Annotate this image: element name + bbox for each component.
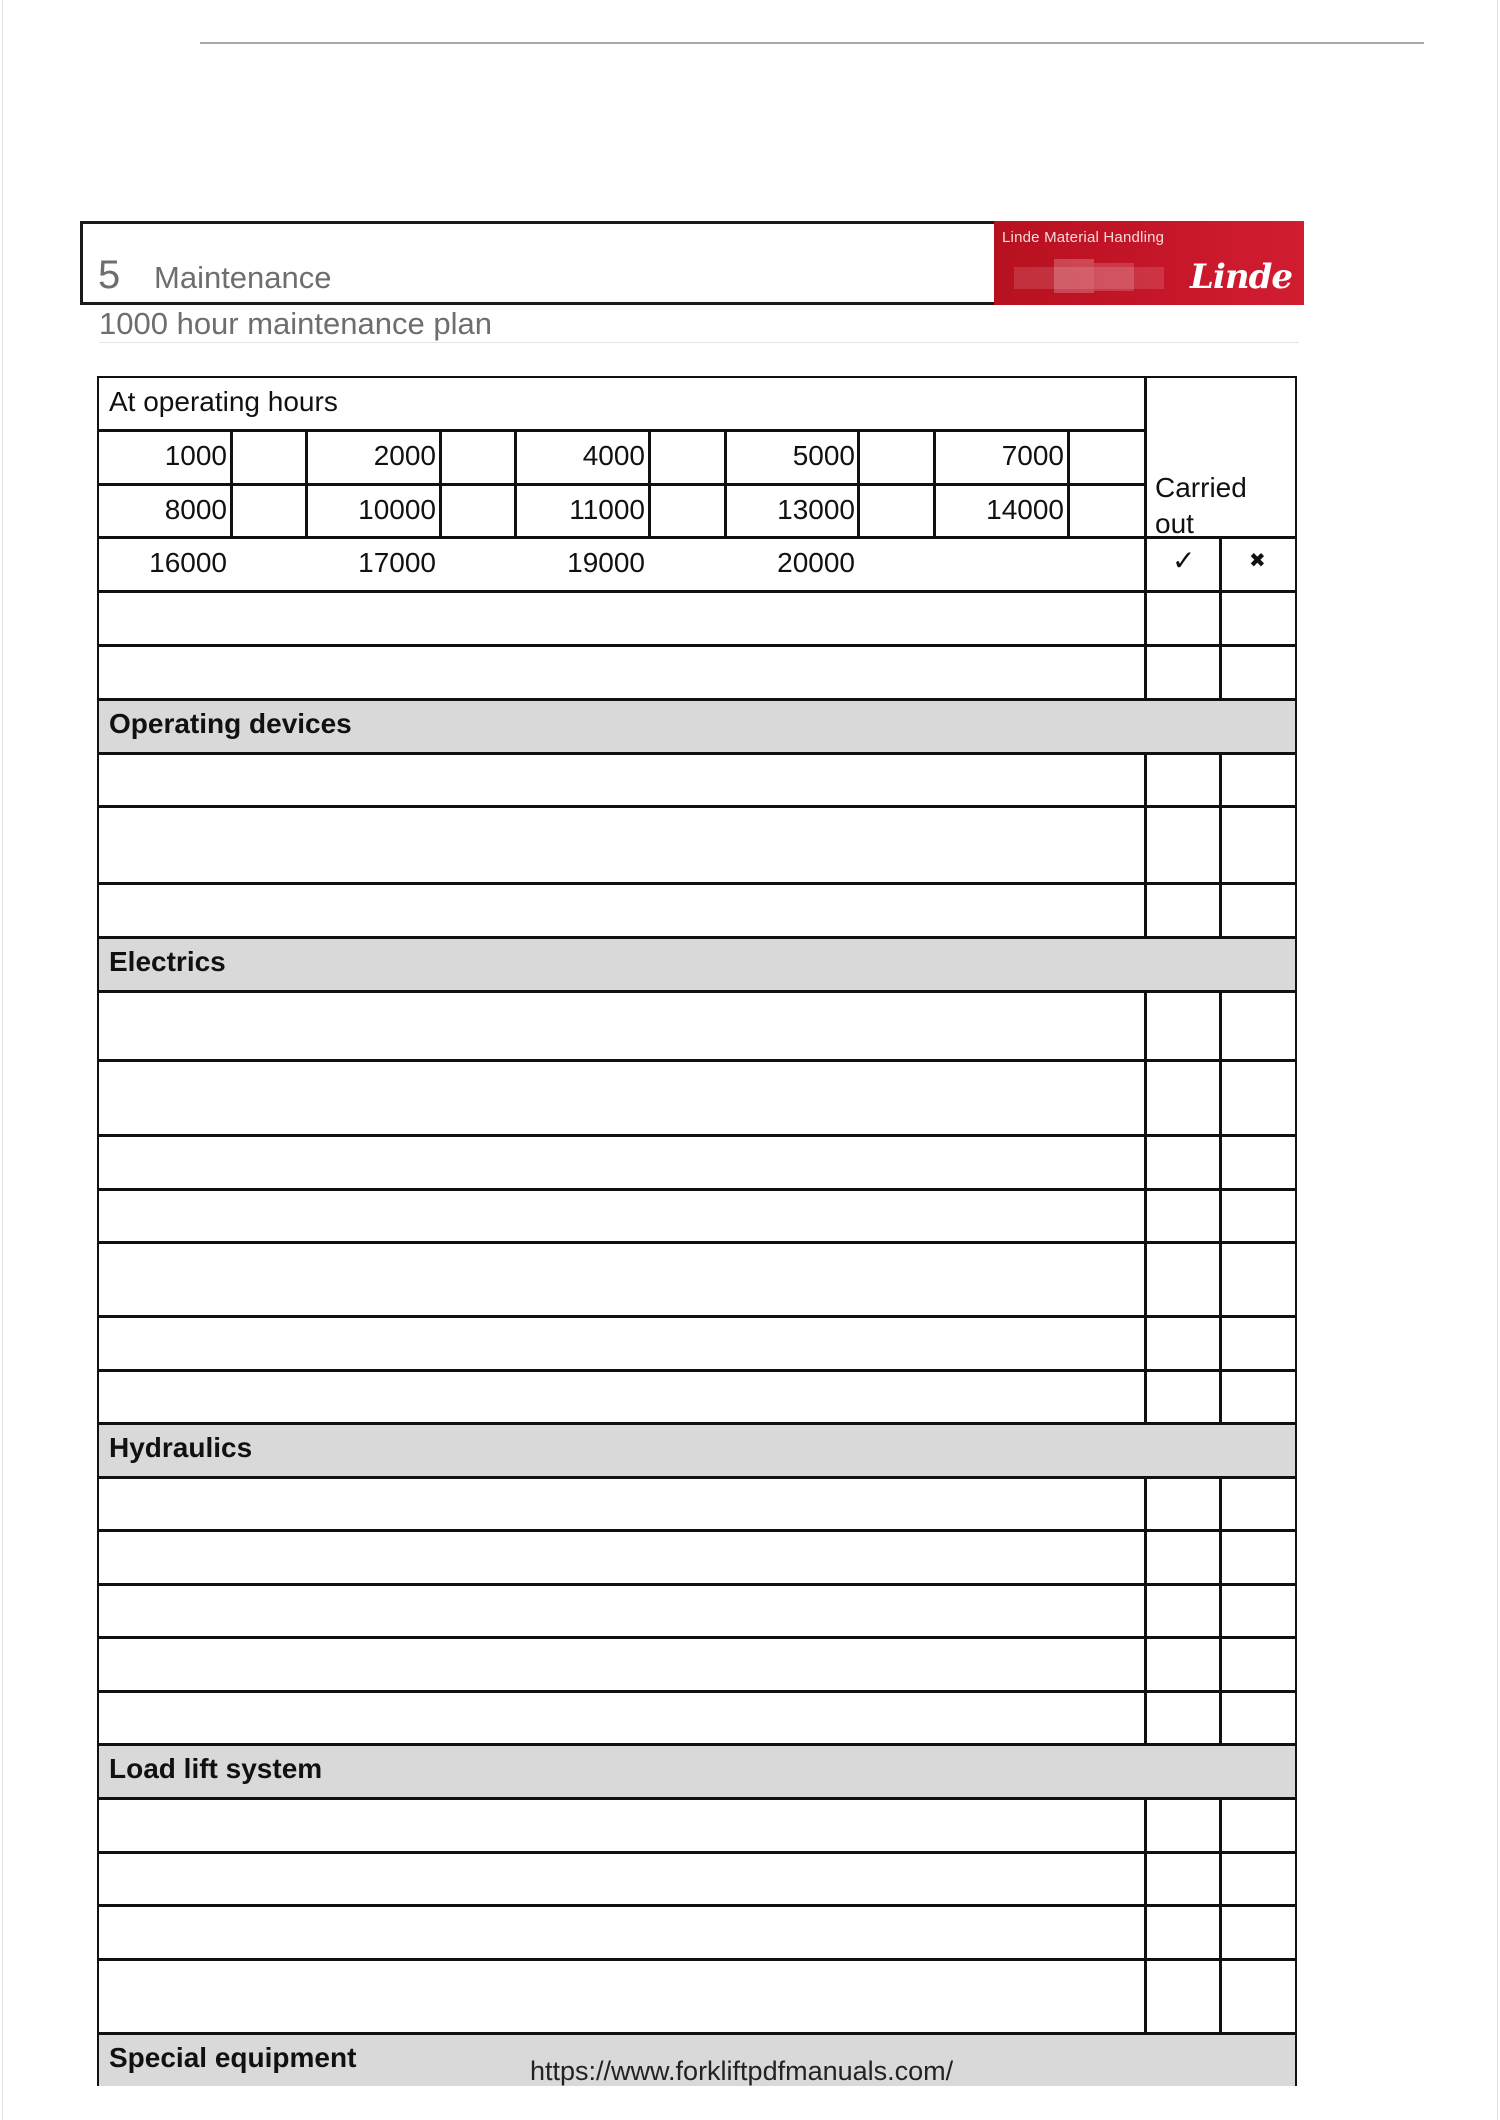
row-line <box>99 1797 1295 1800</box>
row-line <box>99 536 1295 539</box>
operating-hours-label: At operating hours <box>109 386 338 417</box>
logo-brand: Linde <box>1190 257 1292 297</box>
row-line <box>99 2032 1295 2035</box>
row-line <box>99 1636 1295 1639</box>
maintenance-table <box>97 376 1297 2086</box>
row-line <box>99 1476 1295 1479</box>
col-line <box>648 429 651 537</box>
hour-value: 16000 <box>149 547 227 578</box>
row-line <box>99 805 1295 808</box>
row-line <box>99 483 1147 486</box>
footer-url[interactable]: https://www.forkliftpdfmanuals.com/ <box>530 2056 954 2086</box>
row-line <box>99 1059 1295 1062</box>
hour-value: 20000 <box>777 547 855 578</box>
row-line <box>99 752 1295 755</box>
check-icon: ✓ <box>1172 545 1196 576</box>
cross-icon: ✖ <box>1249 550 1266 572</box>
col-line <box>1219 990 1222 1422</box>
row-line <box>99 429 1147 432</box>
row-line <box>99 882 1295 885</box>
row-line <box>99 1851 1295 1854</box>
row-line <box>99 1583 1295 1586</box>
row-line <box>99 1315 1295 1318</box>
logo-caption: Linde Material Handling <box>1002 229 1165 246</box>
col-line <box>230 429 233 537</box>
row-line <box>99 698 1295 701</box>
col-line <box>439 429 442 537</box>
section-band <box>99 1422 1295 1476</box>
col-line <box>1144 990 1147 1422</box>
row-line <box>99 1134 1295 1137</box>
col-line <box>1219 1476 1222 1743</box>
col-line <box>1144 752 1147 936</box>
carried-out-label: Carried out <box>1155 472 1247 539</box>
row-line <box>99 1904 1295 1907</box>
chapter-number: 5 <box>98 253 121 297</box>
row-line <box>99 1369 1295 1372</box>
section-hydraulics: Hydraulics <box>109 1432 253 1463</box>
section-load-lift-system: Load lift system <box>109 1753 323 1784</box>
col-line <box>1067 429 1070 537</box>
logo-decoration <box>1094 263 1134 291</box>
row-line <box>99 936 1295 939</box>
row-line <box>99 1743 1295 1746</box>
hour-value: 5000 <box>792 440 855 471</box>
col-line <box>857 429 860 537</box>
hour-value: 10000 <box>358 494 436 525</box>
row-line <box>99 644 1295 647</box>
hour-value: 4000 <box>582 440 645 471</box>
subtitle-divider <box>99 342 1299 343</box>
col-line <box>1144 1797 1147 2032</box>
row-line <box>99 1188 1295 1191</box>
row-line <box>99 1690 1295 1693</box>
section-special-equipment: Special equipment <box>109 2042 357 2073</box>
row-line <box>99 590 1295 593</box>
hour-value: 1000 <box>164 440 227 471</box>
page-subtitle: 1000 hour maintenance plan <box>99 306 492 341</box>
hour-value: 14000 <box>986 494 1064 525</box>
hour-value: 19000 <box>567 547 645 578</box>
col-line <box>1219 536 1222 698</box>
row-line <box>99 1529 1295 1532</box>
col-line <box>1219 752 1222 936</box>
section-band <box>99 936 1295 990</box>
row-line <box>99 1422 1295 1425</box>
logo-decoration <box>1054 259 1094 293</box>
hour-value: 7000 <box>1001 440 1064 471</box>
chapter-title: Maintenance <box>154 260 332 295</box>
section-electrics: Electrics <box>109 946 226 977</box>
hour-value: 8000 <box>164 494 227 525</box>
col-line <box>1219 1797 1222 2032</box>
hour-value: 2000 <box>373 440 436 471</box>
section-operating-devices: Operating devices <box>109 708 352 739</box>
row-line <box>99 990 1295 993</box>
linde-logo <box>994 221 1304 305</box>
hour-value: 17000 <box>358 547 436 578</box>
hour-value: 13000 <box>777 494 855 525</box>
row-line <box>99 1958 1295 1961</box>
row-line <box>99 1241 1295 1244</box>
hour-value: 11000 <box>569 494 645 525</box>
col-line <box>1144 1476 1147 1743</box>
col-line <box>1144 378 1147 698</box>
top-divider <box>200 42 1424 44</box>
